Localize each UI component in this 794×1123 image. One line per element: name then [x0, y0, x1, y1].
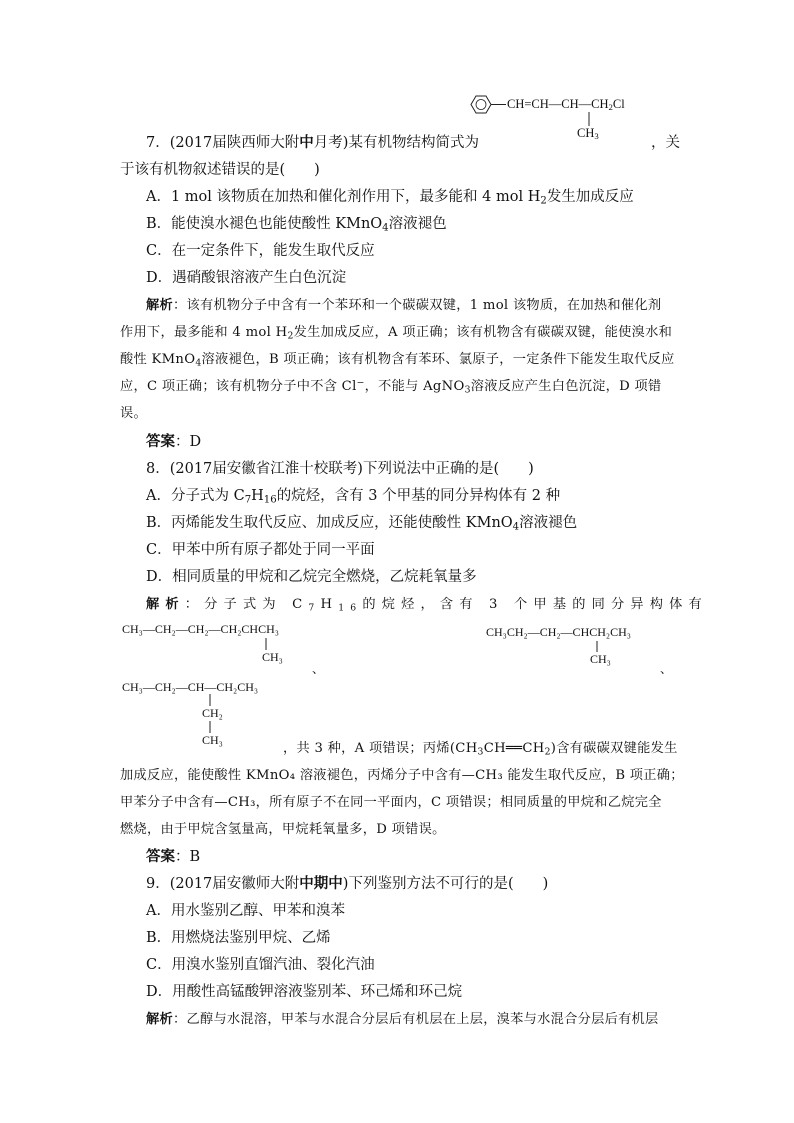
q7-option-d: D．遇硝酸银溶液产生白色沉淀 — [146, 270, 347, 286]
q7-analysis-line4: 应，C 项正确；该有机物分子中不含 Cl−，不能与 AgNO$_3$溶液反应产生白色沉淀，D 项错 — [120, 377, 662, 396]
q8-analysis-line4: 甲苯分子中含有—CH₃，所有原子不在同一平面内，C 项错误；相同质量的甲烷和乙烷完全 — [120, 795, 662, 810]
q8-analysis-line1: 解析：分子式为 $C_7H_{16}$的烷烃，含有 3 个甲基的同分异构体有 — [146, 597, 708, 614]
q9-option-d: D．用酸性高锰酸钾溶液鉴别苯、环己烯和环己烷 — [146, 984, 463, 1000]
q8-option-d: D．相同质量的甲烷和乙烷完全燃烧，乙烷耗氧量多 — [146, 569, 477, 585]
q8-analysis-line5: 燃烧，由于甲烷含氢量高，甲烷耗氧量多，D 项错误。 — [120, 822, 446, 837]
isomer-2: CH₃CH₂—CH₂—CHCH₂CH₃ — [486, 625, 631, 639]
q7-answer: 答案：D — [146, 433, 202, 450]
q9-option-a: A．用水鉴别乙醇、甲苯和溴苯 — [146, 903, 345, 919]
q8-analysis-line2: ，共 3 种，A 项错误；丙烯$(CH_3CH══CH_2)$含有碳碳双键能发生 — [283, 741, 678, 758]
q7-analysis-line5: 误。 — [120, 406, 147, 421]
q7-analysis-line1: 解析：该有机物分子中含有一个苯环和一个碳碳双键，1 mol 该物质，在加热和催化剂 — [146, 298, 662, 313]
isomer-sep-1: 、 — [312, 662, 325, 676]
isomer-2-branch: CH₃ — [590, 652, 611, 666]
benzene-ring-icon — [471, 96, 491, 113]
q7-stem-line2: 于该有机物叙述错误的是( ) — [120, 162, 320, 178]
q9-stem: 9．(2017届安徽师大附中期中)下列鉴别方法不可行的是( ) — [146, 875, 549, 892]
q7-option-a: A．1 mol 该物质在加热和催化剂作用下，最多能和 4 mol $H_2$发生加成反应 — [146, 189, 634, 207]
q7-analysis-line3: 酸性 KMnO$_4$溶液褪色，B 项正确；该有机物含有苯环、氯原子，一定条件下能发生取代反应 — [120, 352, 675, 369]
q7-option-b: B．能使溴水褪色也能使酸性 KMnO$_4$溶液褪色 — [146, 216, 447, 234]
q9-option-c: C．用溴水鉴别直馏汽油、裂化汽油 — [146, 957, 375, 973]
q8-option-c: C．甲苯中所有原子都处于同一平面 — [146, 542, 375, 558]
q9-analysis-line1: 解析：乙醇与水混溶，甲苯与水混合分层后有机层在上层，溴苯与水混合分层后有机层 — [146, 1012, 659, 1027]
isomer-3-branch2: CH₃ — [202, 733, 223, 747]
isomer-3: CH₃—CH₂—CH—CH₂CH₃ — [122, 680, 259, 694]
q7-stem-line1: 7．(2017届陕西师大附中月考)某有机物结构简式为 — [146, 134, 479, 151]
q7-struct-main: $CH=CH—CH—CH_2Cl$ — [507, 97, 625, 113]
q7-option-c: C．在一定条件下，能发生取代反应 — [146, 243, 375, 259]
q9-option-b: B．用燃烧法鉴别甲烷、乙烯 — [146, 930, 331, 946]
q8-stem: 8．(2017届安徽省江淮十校联考)下列说法中正确的是( ) — [146, 461, 534, 477]
q7-stem-line1-tail: ，关 — [651, 135, 680, 151]
isomer-sep-2: 、 — [660, 662, 673, 676]
q8-answer: 答案：B — [146, 848, 201, 865]
isomer-3-branch1: CH₂ — [202, 706, 223, 720]
q8-analysis-line3: 加成反应，能使酸性 KMnO₄ 溶液褪色，丙烯分子中含有—CH₃ 能发生取代反应，B 项正确； — [120, 768, 684, 783]
q7-analysis-line2: 作用下，最多能和 4 mol $H_2$发生加成反应，A 项正确；该有机物含有碳碳双键，能使溴水和 — [120, 325, 673, 342]
isomer-1-branch: CH₃ — [262, 650, 283, 664]
q8-option-a: A．分子式为 $C_7H_{16}$的烷烃，含有 3 个甲基的同分异构体有 2 种 — [146, 488, 561, 506]
q7-struct-branch: $CH_3$ — [577, 126, 599, 142]
isomer-1: CH₃—CH₂—CH₂—CH₂CHCH₃ — [122, 622, 279, 636]
q8-option-b: B．丙烯能发生取代反应、加成反应，还能使酸性 KMnO$_4$溶液褪色 — [146, 515, 578, 533]
